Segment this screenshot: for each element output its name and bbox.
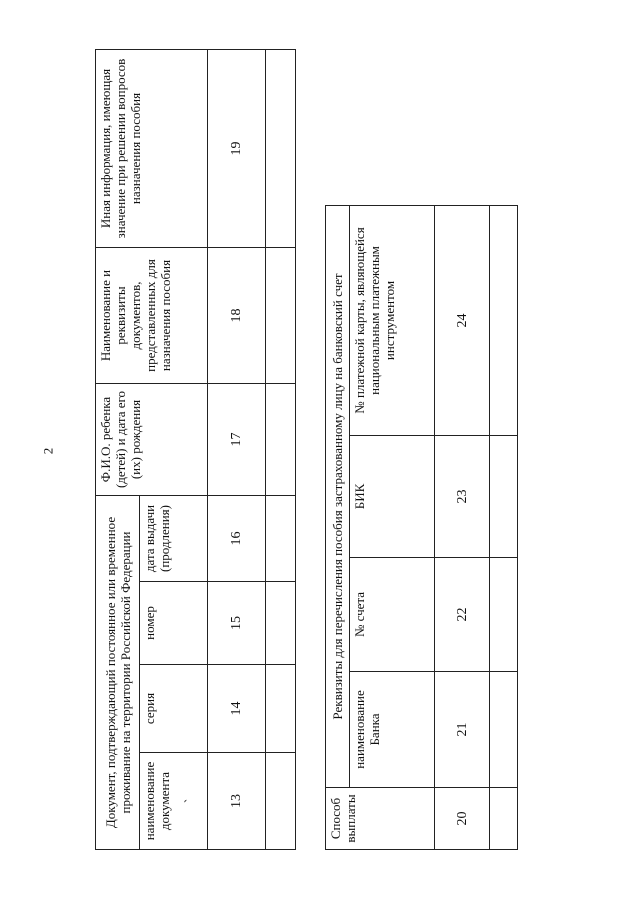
empty-cell [266, 665, 296, 753]
empty-cell [266, 384, 296, 496]
column-number: 20 [435, 788, 490, 850]
document-name-header [140, 753, 208, 850]
residence-document-table-wrapper [95, 49, 296, 850]
column-number: 17 [208, 384, 266, 496]
bik-header: БИК [350, 436, 435, 558]
page-number: 2 [40, 447, 56, 455]
empty-cell [266, 50, 296, 248]
empty-cell [266, 582, 296, 665]
document-name-label: наименование документа [142, 761, 172, 841]
empty-cell [266, 248, 296, 384]
column-number: 18 [208, 248, 266, 384]
bank-details-table [325, 205, 518, 850]
column-number: 19 [208, 50, 266, 248]
other-info-header: Иная информация, имеющая значение при решении вопросов назначения пособия [96, 50, 208, 248]
payment-card-header: № платежной карты, являющейся национальным платежным инструментом [350, 205, 435, 435]
empty-cell [490, 672, 518, 788]
child-name-header: Ф.И.О. ребенка (детей) и дата его (их) рождения [96, 384, 208, 496]
column-number: 22 [435, 558, 490, 672]
column-number: 15 [208, 582, 266, 665]
empty-cell [490, 205, 518, 435]
issue-date-header: дата выдачи (продления) [140, 496, 208, 582]
bank-details-table-wrapper [325, 205, 518, 850]
series-header: серия [140, 665, 208, 753]
column-number: 13 [208, 753, 266, 850]
column-number: 23 [435, 436, 490, 558]
empty-cell [490, 788, 518, 850]
empty-cell [266, 753, 296, 850]
residence-document-group-header: Документ, подтверждающий постоянное или временное проживание на территории Российской Федерации [96, 496, 140, 850]
bank-requisites-group-header: Реквизиты для перечисления пособия застрахованному лицу на банковский счет [326, 205, 350, 787]
documents-requisites-header: Наименование и реквизиты документов, представленных для назначения пособия [96, 248, 208, 384]
empty-cell [490, 436, 518, 558]
residence-document-table [95, 49, 296, 850]
tick-mark: ˏ [172, 798, 187, 804]
number-header: номер [140, 582, 208, 665]
column-number: 16 [208, 496, 266, 582]
empty-cell [266, 496, 296, 582]
payment-method-header: Способ выплаты [326, 788, 435, 850]
bank-name-header: наименование Банка [350, 672, 435, 788]
column-number: 14 [208, 665, 266, 753]
column-number: 21 [435, 672, 490, 788]
empty-cell [490, 558, 518, 672]
account-number-header: № счета [350, 558, 435, 672]
column-number: 24 [435, 205, 490, 435]
